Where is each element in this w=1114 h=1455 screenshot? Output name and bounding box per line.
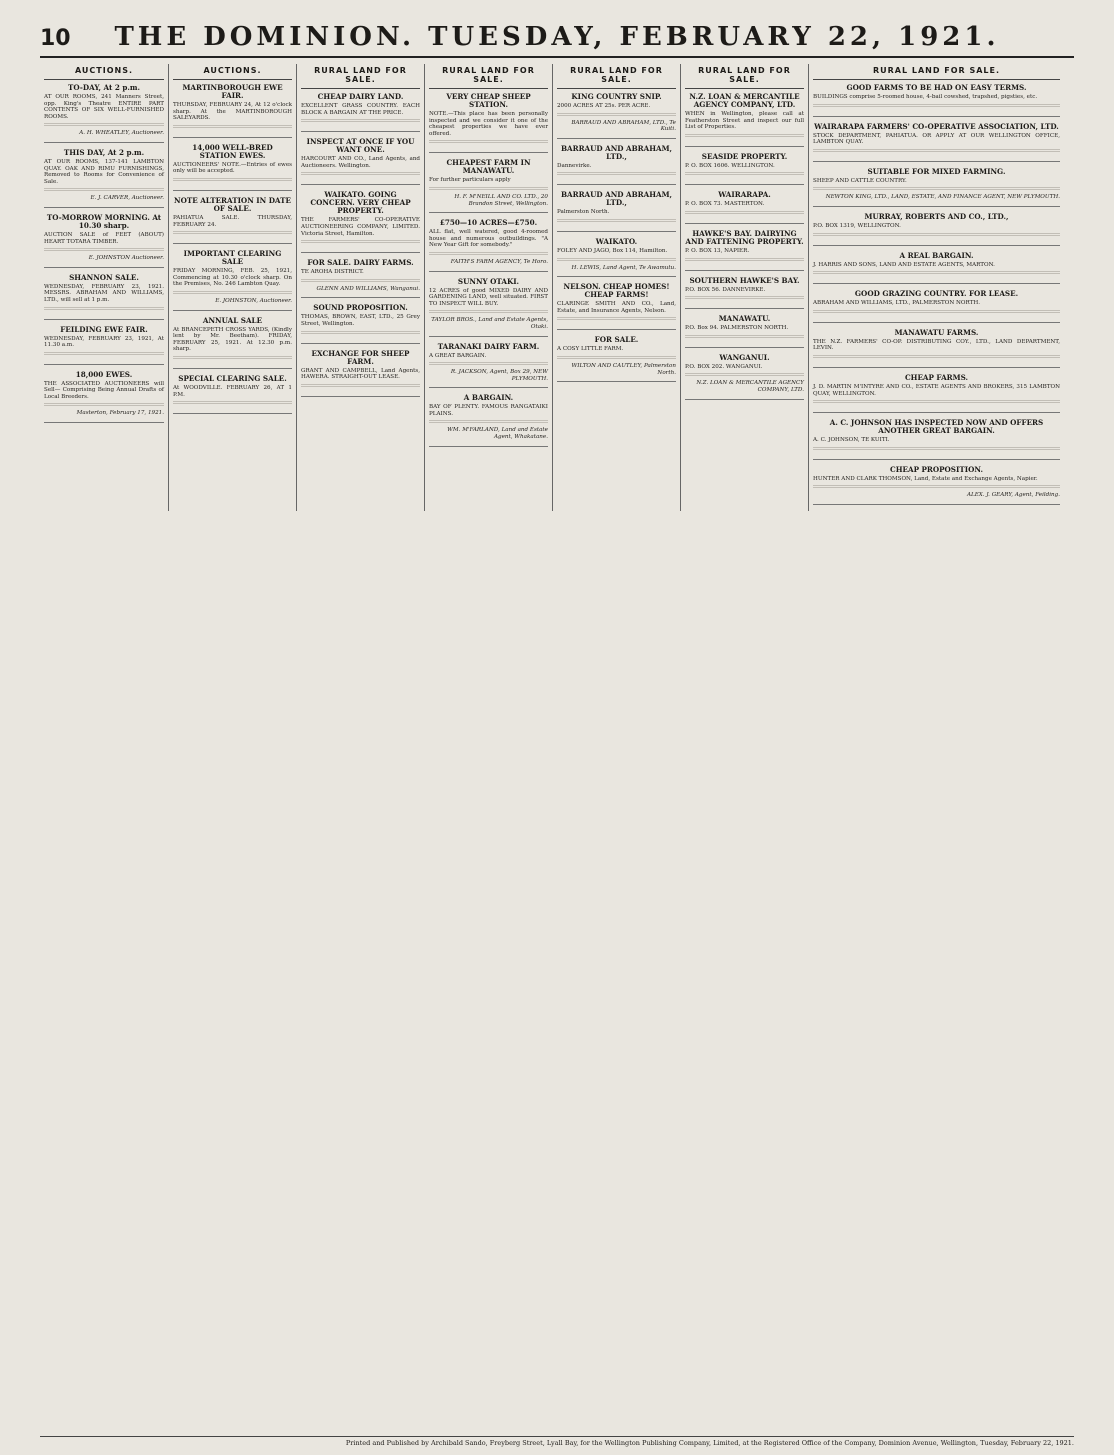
ad-heading: BARRAUD AND ABRAHAM, LTD., xyxy=(560,143,673,161)
ad-fine-print xyxy=(429,310,548,314)
ad-fine-print xyxy=(429,140,548,144)
ad-body: HARCOURT AND CO., Land Agents, and Auctioneers. Wellington. xyxy=(301,156,420,169)
ad-body: P.O. BOX 202. WANGANUI. xyxy=(685,363,763,370)
classified-ad xyxy=(813,168,1060,207)
classified-ad xyxy=(44,214,164,268)
ad-heading: INSPECT AT ONCE IF YOU WANT ONE. xyxy=(306,137,415,155)
ad-signature: R. JACKSON, Agent, Box 29, NEW PLYMOUTH. xyxy=(450,369,548,382)
classified-ad xyxy=(173,250,292,310)
ad-heading: CHEAP PROPOSITION. xyxy=(890,464,983,474)
classified-ad xyxy=(301,350,420,397)
classified-ad xyxy=(557,93,676,139)
classified-ad xyxy=(301,93,420,132)
ad-signature: H. LEWIS, Land Agent, Te Awamutu. xyxy=(571,264,676,271)
ad-fine-print xyxy=(301,119,420,123)
ad-body: BUILDINGS comprise 5-roomed house, 4-bail cowshed, trapshed, pigsties, etc. xyxy=(813,94,1038,100)
ad-fine-print xyxy=(173,356,292,360)
classified-ad xyxy=(44,326,164,365)
ad-heading: KING COUNTRY SNIP. xyxy=(571,92,662,101)
ad-body: A GREAT BARGAIN. xyxy=(429,352,487,359)
column-header: RURAL LAND FOR SALE. xyxy=(301,64,420,89)
ad-body: PAHIATUA SALE. THURSDAY, FEBRUARY 24. xyxy=(173,214,292,228)
ad-heading: MARTINBOROUGH EWE FAIR. xyxy=(182,83,283,100)
ad-heading: SUITABLE FOR MIXED FARMING. xyxy=(867,166,1006,176)
ad-heading: WAIKATO. GOING CONCERN. VERY CHEAP PROPERTY. xyxy=(310,190,411,216)
classified-ad xyxy=(301,191,420,253)
ad-signature: E. J. CARVER, Auctioneer. xyxy=(90,195,164,202)
ad-heading: THIS DAY, At 2 p.m. xyxy=(63,147,145,157)
ad-fine-print xyxy=(685,211,804,215)
ad-body: 12 ACRES of good MIXED DAIRY AND GARDENING LAND, well situated. FIRST TO INSPECT WILL BUY. xyxy=(429,287,548,307)
ad-body: At WOODVILLE. FEBRUARY 26, AT 1 P.M. xyxy=(173,384,292,398)
column-header: RURAL LAND FOR SALE. xyxy=(557,64,676,89)
ad-body: At BRANCEPETH CROSS YARDS, (Kindly lent by Mr. Beetham). FRIDAY, FEBRUARY 25, 1921. At 12.30 p.m. sharp. xyxy=(173,326,292,353)
ad-heading: NOTE ALTERATION IN DATE OF SALE. xyxy=(174,195,291,213)
ad-fine-print xyxy=(44,403,164,407)
ad-body: J. HARRIS AND SONS, LAND AND ESTATE AGENTS, MARTON. xyxy=(813,261,995,268)
classified-ad xyxy=(173,144,292,191)
ad-signature: GLENN AND WILLIAMS, Wanganui. xyxy=(316,285,420,292)
ad-heading: A BARGAIN. xyxy=(463,393,514,403)
ad-body: THOMAS, BROWN, EAST, LTD., 25 Grey Street, Wellington. xyxy=(301,314,420,327)
ad-fine-print xyxy=(44,248,164,252)
ad-signature: E. JOHNSTON Auctioneer. xyxy=(88,255,164,262)
classified-ad xyxy=(813,419,1060,460)
classified-ad xyxy=(44,149,164,208)
ad-body: ABRAHAM AND WILLIAMS, LTD., PALMERSTON NORTH. xyxy=(813,300,981,307)
ad-fine-print xyxy=(813,485,1060,489)
ad-body: FOLEY AND JAGO, Box 114, Hamilton. xyxy=(557,247,668,254)
column-6 xyxy=(680,64,808,511)
classified-ad xyxy=(813,290,1060,323)
ad-fine-print xyxy=(173,125,292,129)
ad-fine-print xyxy=(813,149,1060,153)
ad-heading: HAWKE'S BAY. DAIRYING AND FATTENING PROPERTY. xyxy=(685,228,804,246)
ad-heading: MANAWATU FARMS. xyxy=(894,327,979,337)
ad-heading: TO-DAY, At 2 p.m. xyxy=(68,83,140,92)
column-header: AUCTIONS. xyxy=(44,64,164,80)
ad-fine-print xyxy=(429,252,548,256)
ad-fine-print xyxy=(557,113,676,117)
classified-ad xyxy=(557,283,676,330)
classified-ad xyxy=(813,123,1060,162)
ad-heading: VERY CHEAP SHEEP STATION. xyxy=(446,92,531,109)
ad-body: BAY OF PLENTY. FAMOUS RANGATAIKI PLAINS. xyxy=(429,404,548,417)
ad-body: P.O. BOX 1319, WELLINGTON. xyxy=(813,222,901,229)
classified-ad xyxy=(685,191,804,224)
column-1 xyxy=(40,64,168,511)
classified-ad xyxy=(301,304,420,343)
ad-fine-print xyxy=(813,233,1060,237)
ad-heading: 18,000 EWES. xyxy=(75,369,133,379)
ad-signature: BARRAUD AND ABRAHAM, LTD., Te Kuiti. xyxy=(571,119,676,133)
ad-body: WEDNESDAY, FEBRUARY 23, 1921. MESSRS. ABRAHAM AND WILLIAMS, LTD., will sell at 1 p.m. xyxy=(44,283,164,303)
ad-body: THURSDAY, FEBRUARY 24, At 12 o'clock sharp. At the MARTINBOROUGH SALEYARDS. xyxy=(173,102,292,122)
ad-body: NOTE.—This place has been personally inspected and we consider it one of the cheapest properties we have ever offered. xyxy=(429,111,548,137)
classified-ad xyxy=(429,278,548,337)
ad-heading: MANAWATU. xyxy=(718,314,771,324)
classified-ad xyxy=(685,277,804,310)
ad-fine-print xyxy=(685,258,804,262)
ad-heading: SPECIAL CLEARING SALE. xyxy=(178,373,287,383)
ad-signature: TAYLOR BROS., Land and Estate Agents, Otaki. xyxy=(431,317,548,330)
ad-heading: EXCHANGE FOR SHEEP FARM. xyxy=(311,348,410,366)
column-header: AUCTIONS. xyxy=(173,64,292,80)
columns xyxy=(40,64,1074,511)
ad-heading: SEASIDE PROPERTY. xyxy=(701,151,788,161)
classified-ad xyxy=(44,84,164,143)
classified-ad xyxy=(44,371,164,423)
ad-fine-print xyxy=(173,291,292,295)
classified-ad xyxy=(685,93,804,147)
classified-ad xyxy=(173,317,292,369)
ad-heading: WAIRARAPA. xyxy=(718,190,771,200)
ad-body: Palmerston North. xyxy=(557,209,610,216)
classified-ad xyxy=(813,213,1060,246)
ad-body: A COSY LITTLE FARM. xyxy=(557,346,624,353)
ad-heading: SOUND PROPOSITION. xyxy=(313,303,408,313)
classified-ad xyxy=(429,159,548,213)
ad-heading: GOOD FARMS TO BE HAD ON EASY TERMS. xyxy=(846,83,1027,92)
ad-body: 2000 ACRES AT 25s. PER ACRE. xyxy=(557,103,651,109)
ad-body: EXCELLENT GRASS COUNTRY. EACH BLOCK A BARGAIN AT THE PRICE. xyxy=(301,103,420,116)
classified-ad xyxy=(685,354,804,400)
ad-signature: WILTON AND CAUTLEY, Palmerston North. xyxy=(571,362,676,376)
ad-fine-print xyxy=(173,231,292,235)
ad-fine-print xyxy=(685,373,804,377)
classified-ad xyxy=(685,230,804,271)
classified-ad xyxy=(429,93,548,153)
ad-heading: ANNUAL SALE xyxy=(202,315,263,325)
ad-heading: A REAL BARGAIN. xyxy=(899,250,974,260)
ad-heading: NELSON. CHEAP HOMES! CHEAP FARMS! xyxy=(563,282,670,300)
ad-body: THE N.Z. FARMERS' CO-OP. DISTRIBUTING COY., LTD., LAND DEPARTMENT, LEVIN. xyxy=(813,338,1060,352)
classified-ad xyxy=(557,238,676,277)
ad-fine-print xyxy=(301,384,420,388)
ad-signature: FAITH'S FARM AGENCY, Te Horo. xyxy=(450,258,548,265)
ad-signature: H. F. M'NEILL AND CO. LTD., 20 Brandon Street, Wellington. xyxy=(454,193,548,207)
ad-fine-print xyxy=(685,134,804,138)
ad-fine-print xyxy=(301,331,420,335)
ad-body: ALL flat, well watered, good 4-roomed house and numerous outbuildings. "A New Year Gift for somebody." xyxy=(429,229,548,249)
column-wide xyxy=(808,64,1064,511)
column-4 xyxy=(424,64,552,511)
ad-heading: £750—10 ACRES—£750. xyxy=(439,218,538,228)
classified-ad xyxy=(301,259,420,298)
ad-fine-print xyxy=(685,335,804,339)
ad-fine-print xyxy=(813,271,1060,275)
ad-body: P. O. BOX 1606. WELLINGTON. xyxy=(685,162,775,169)
classified-ad xyxy=(44,274,164,320)
ad-signature: WM. M'FARLAND, Land and Estate Agent, Whakatane. xyxy=(447,427,548,441)
ad-signature: E. JOHNSTON, Auctioneer. xyxy=(215,297,292,304)
column-header: RURAL LAND FOR SALE. xyxy=(685,64,804,89)
page-number: 10 xyxy=(40,26,71,51)
ad-heading: BARRAUD AND ABRAHAM, LTD., xyxy=(560,190,673,208)
ad-heading: WAIKATO. xyxy=(595,236,638,246)
column-3 xyxy=(296,64,424,511)
ad-body: HUNTER AND CLARK THOMSON, Land, Estate and Exchange Agents, Napier. xyxy=(813,475,1038,482)
ad-body: P.O. Box 94. PALMERSTON NORTH. xyxy=(685,325,789,332)
ad-body: WHEN in Wellington, please call at Featherston Street and inspect our full List of Properties. xyxy=(685,111,804,131)
classified-ad xyxy=(429,394,548,446)
ad-fine-print xyxy=(685,296,804,300)
ad-body: P.O. BOX 56. DANNEVIRKE. xyxy=(685,286,766,293)
ad-fine-print xyxy=(429,362,548,366)
ad-signature: A. H. WHEATLEY, Auctioneer. xyxy=(79,130,164,137)
imprint: Printed and Published by Archibald Sando, Freyberg Street, Lyall Bay, for the Wellington Publishing Company, Limited, at the Registered Office of the Company, Dominion Avenue, Wellington, Tuesday, February 22, 1921. xyxy=(40,1436,1074,1447)
ad-body: CLARINGE SMITH AND CO., Land, Estate, and Insurance Agents, Nelson. xyxy=(557,301,676,314)
classified-ad xyxy=(557,191,676,232)
ad-heading: TARANAKI DAIRY FARM. xyxy=(437,341,540,351)
ad-heading: CHEAPEST FARM IN MANAWATU. xyxy=(446,158,531,176)
ad-body: THE ASSOCIATED AUCTIONEERS will Sell— Comprising Being Annual Drafts of Local Breeders. xyxy=(44,380,164,400)
column-header: RURAL LAND FOR SALE. xyxy=(429,64,548,89)
ad-body: AUCTIONEERS' NOTE.—Entries of ewes only will be accepted. xyxy=(173,161,292,175)
ad-signature: ALEX. J. GEARY, Agent, Feilding. xyxy=(966,492,1060,499)
ad-heading: FEILDING EWE FAIR. xyxy=(60,324,148,334)
classified-ad xyxy=(685,153,804,186)
ad-fine-print xyxy=(813,447,1060,451)
ad-fine-print xyxy=(301,279,420,283)
classified-ad xyxy=(813,329,1060,368)
ad-body: J. D. MARTIN M'INTYRE AND CO., ESTATE AGENTS AND BROKERS, 315 LAMBTON QUAY, WELLINGTON. xyxy=(813,383,1060,397)
ad-heading: N.Z. LOAN & MERCANTILE AGENCY COMPANY, LTD. xyxy=(689,92,800,109)
classified-ad xyxy=(173,375,292,414)
ad-body: For further particulars apply xyxy=(429,177,511,184)
ad-fine-print xyxy=(813,400,1060,404)
ad-heading: MURRAY, ROBERTS AND CO., LTD., xyxy=(864,211,1009,221)
ad-fine-print xyxy=(44,123,164,127)
column-2 xyxy=(168,64,296,511)
classified-ad xyxy=(173,197,292,244)
ad-fine-print xyxy=(813,355,1060,359)
ad-fine-print xyxy=(813,187,1060,191)
ad-body: TE AROHA DISTRICT. xyxy=(301,269,364,276)
ad-heading: FOR SALE. DAIRY FARMS. xyxy=(307,258,414,268)
ad-fine-print xyxy=(301,240,420,244)
ad-signature: Masterton, February 17, 1921. xyxy=(76,410,164,417)
ad-heading: IMPORTANT CLEARING SALE xyxy=(183,249,282,267)
ad-body: WEDNESDAY, FEBRUARY 23, 1921, At 11.30 a.m. xyxy=(44,335,164,349)
ad-fine-print xyxy=(557,219,676,223)
ad-heading: CHEAP FARMS. xyxy=(904,372,969,382)
ad-body: AT OUR ROOMS, 241 Manners Street, opp. King's Theatre ENTIRE PART CONTENTS OF SIX WELL-FURNISHED ROOMS. xyxy=(44,94,164,120)
ad-heading: 14,000 WELL-BRED STATION EWES. xyxy=(192,142,273,160)
classified-ad xyxy=(813,466,1060,505)
column-5 xyxy=(552,64,680,511)
classified-ad xyxy=(173,84,292,138)
classified-ad xyxy=(813,252,1060,285)
ad-fine-print xyxy=(685,172,804,176)
classified-ad xyxy=(301,138,420,185)
classified-ad xyxy=(557,145,676,186)
ad-heading: SOUTHERN HAWKE'S BAY. xyxy=(689,275,800,285)
ad-body: P. O. BOX 13, NAPIER. xyxy=(685,247,750,254)
ad-fine-print xyxy=(429,420,548,424)
ad-body: AUCTION SALE of FEET (ABOUT) HEART TOTARA TIMBER. xyxy=(44,231,164,245)
ad-fine-print xyxy=(813,310,1060,314)
classified-ad xyxy=(685,315,804,348)
ad-signature: NEWTON KING, LTD., LAND, ESTATE, AND FINANCE AGENT, NEW PLYMOUTH. xyxy=(825,194,1060,201)
ad-fine-print xyxy=(557,172,676,176)
ad-heading: GOOD GRAZING COUNTRY. FOR LEASE. xyxy=(854,289,1019,299)
ad-heading: SUNNY OTAKI. xyxy=(457,276,520,286)
ad-body: P. O. BOX 73. MASTERTON. xyxy=(685,201,765,208)
ad-heading: TO-MORROW MORNING. At 10.30 sharp. xyxy=(46,212,162,230)
ad-body: AT OUR ROOMS, 137-141 LAMBTON QUAY. OAK AND RIMU FURNISHINGS, Removed to Rooms for Convenience of Sale. xyxy=(44,158,164,185)
masthead xyxy=(40,22,1074,58)
ad-fine-print xyxy=(44,352,164,356)
ad-body: Dannevirke. xyxy=(557,162,592,169)
ad-fine-print xyxy=(557,356,676,360)
ad-fine-print xyxy=(173,178,292,182)
ad-fine-print xyxy=(44,307,164,311)
ad-fine-print xyxy=(557,317,676,321)
ad-heading: WAIRARAPA FARMERS' CO-OPERATIVE ASSOCIATION, LTD. xyxy=(814,121,1059,131)
ad-heading: WANGANUI. xyxy=(719,352,770,362)
ad-signature: N.Z. LOAN & MERCANTILE AGENCY COMPANY, LTD. xyxy=(696,380,804,393)
ad-body: GRANT AND CAMPBELL, Land Agents, HAWERA. STRAIGHT-OUT LEASE. xyxy=(301,367,420,381)
ad-fine-print xyxy=(173,401,292,405)
ad-body: THE FARMERS' CO-OPERATIVE AUCTIONEERING COMPANY, LIMITED. Victoria Street, Hamilton. xyxy=(301,217,420,237)
ad-body: SHEEP AND CATTLE COUNTRY. xyxy=(813,177,907,184)
classified-ad xyxy=(557,336,676,382)
ad-heading: CHEAP DAIRY LAND. xyxy=(317,92,404,101)
ad-fine-print xyxy=(429,187,548,191)
ad-fine-print xyxy=(813,104,1060,108)
classified-ad xyxy=(813,374,1060,413)
classified-ad xyxy=(429,219,548,271)
ad-fine-print xyxy=(301,172,420,176)
ad-body: A. C. JOHNSON, TE KUITI. xyxy=(813,437,890,444)
ad-heading: SHANNON SALE. xyxy=(69,272,139,282)
classified-ad xyxy=(813,84,1060,117)
ad-heading: FOR SALE. xyxy=(594,335,639,345)
newspaper-title: THE DOMINION. TUESDAY, FEBRUARY 22, 1921. xyxy=(114,22,1000,52)
column-header: RURAL LAND FOR SALE. xyxy=(813,64,1060,80)
classified-ad xyxy=(429,343,548,389)
ad-body: FRIDAY MORNING, FEB. 25, 1921, Commencing at 10.30 o'clock sharp. On the Premises, No. 246 Lambton Quay. xyxy=(173,268,292,288)
ad-fine-print xyxy=(557,258,676,262)
ad-heading: A. C. JOHNSON HAS INSPECTED NOW AND OFFERS ANOTHER GREAT BARGAIN. xyxy=(829,418,1044,436)
ad-fine-print xyxy=(44,188,164,192)
ad-body: STOCK DEPARTMENT, PAHIATUA. OR APPLY AT OUR WELLINGTON OFFICE, LAMBTON QUAY. xyxy=(813,132,1060,146)
